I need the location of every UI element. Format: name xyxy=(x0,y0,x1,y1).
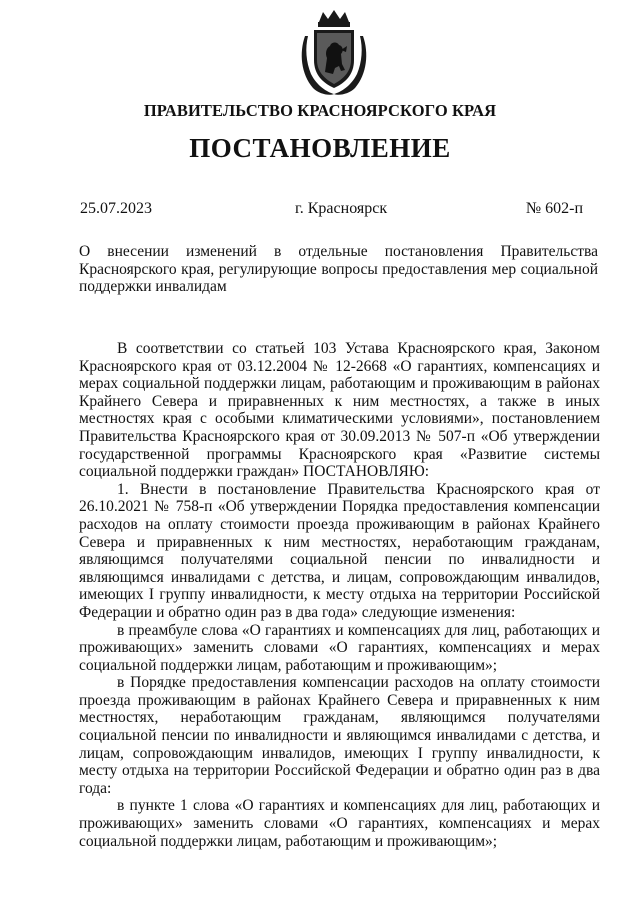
paragraph-procedure-intro: в Порядке предоставления компенсации расходов на оплату стоимости проезда проживающим в районах Крайнего Севера и приравненных к ним местностях, неработающим гражданам, являющимся получателями социальной пенсии по инвалидности и являющимся инвалидами с детства, и лицам, сопровождающим инвалидов, имеющих I группу инвалидности, к месту отдыха на территории Российской Федерации и обратно один раз в два года: xyxy=(79,674,600,797)
document-number: № 602-п xyxy=(525,200,583,217)
coat-of-arms-icon xyxy=(295,8,373,96)
document-type-title: ПОСТАНОВЛЕНИЕ xyxy=(189,133,451,163)
government-name: ПРАВИТЕЛЬСТВО КРАСНОЯРСКОГО КРАЯ xyxy=(143,101,497,120)
document-date: 25.07.2023 xyxy=(80,200,152,217)
document-city: г. Красноярск xyxy=(295,200,388,217)
paragraph-clause-1-change: в пункте 1 слова «О гарантиях и компенсациях для лиц, работающих и проживающих» заменить словами «О гарантиях, компенсациях и мерах социальной поддержки лицам, работающим и проживающим»; xyxy=(79,797,600,850)
document-body xyxy=(79,340,600,850)
document-subject: О внесении изменений в отдельные постановления Правительства Красноярского края, регулирующие вопросы предоставления мер социальной поддержки инвалидам xyxy=(79,243,598,296)
paragraph-item-1: 1. Внести в постановление Правительства Красноярского края от 26.10.2021 № 758-п «Об утверждении Порядка предоставления компенсации расходов на оплату стоимости проезда проживающим в районах Крайнего Севера и приравненных к ним местностях, неработающим гражданам, являющимся получателями социальной пенсии по инвалидности и являющимся инвалидами с детства, и лицам, сопровождающим инвалидов, имеющих I группу инвалидности, к месту отдыха на территории Российской Федерации и обратно один раз в два года» следующие изменения: xyxy=(79,480,600,621)
paragraph-preamble-change: в преамбуле слова «О гарантиях и компенсациях для лиц, работающих и проживающих» заменить словами «О гарантиях, компенсациях и мерах социальной поддержки лицам, работающим и проживающим»; xyxy=(79,621,600,674)
paragraph-preamble: В соответствии со статьей 103 Устава Красноярского края, Законом Красноярского края от 03.12.2004 № 12-2668 «О гарантиях, компенсациях и мерах социальной поддержки лицам, работающим и проживающим в районах Крайнего Севера и приравненных к ним местностях, а также в иных местностях края с особыми климатическими условиями», постановлением Правительства Красноярского края от 30.09.2013 № 507-п «Об утверждении государственной программы Красноярского края «Развитие системы социальной поддержки граждан» ПОСТАНОВЛЯЮ: xyxy=(79,340,600,481)
